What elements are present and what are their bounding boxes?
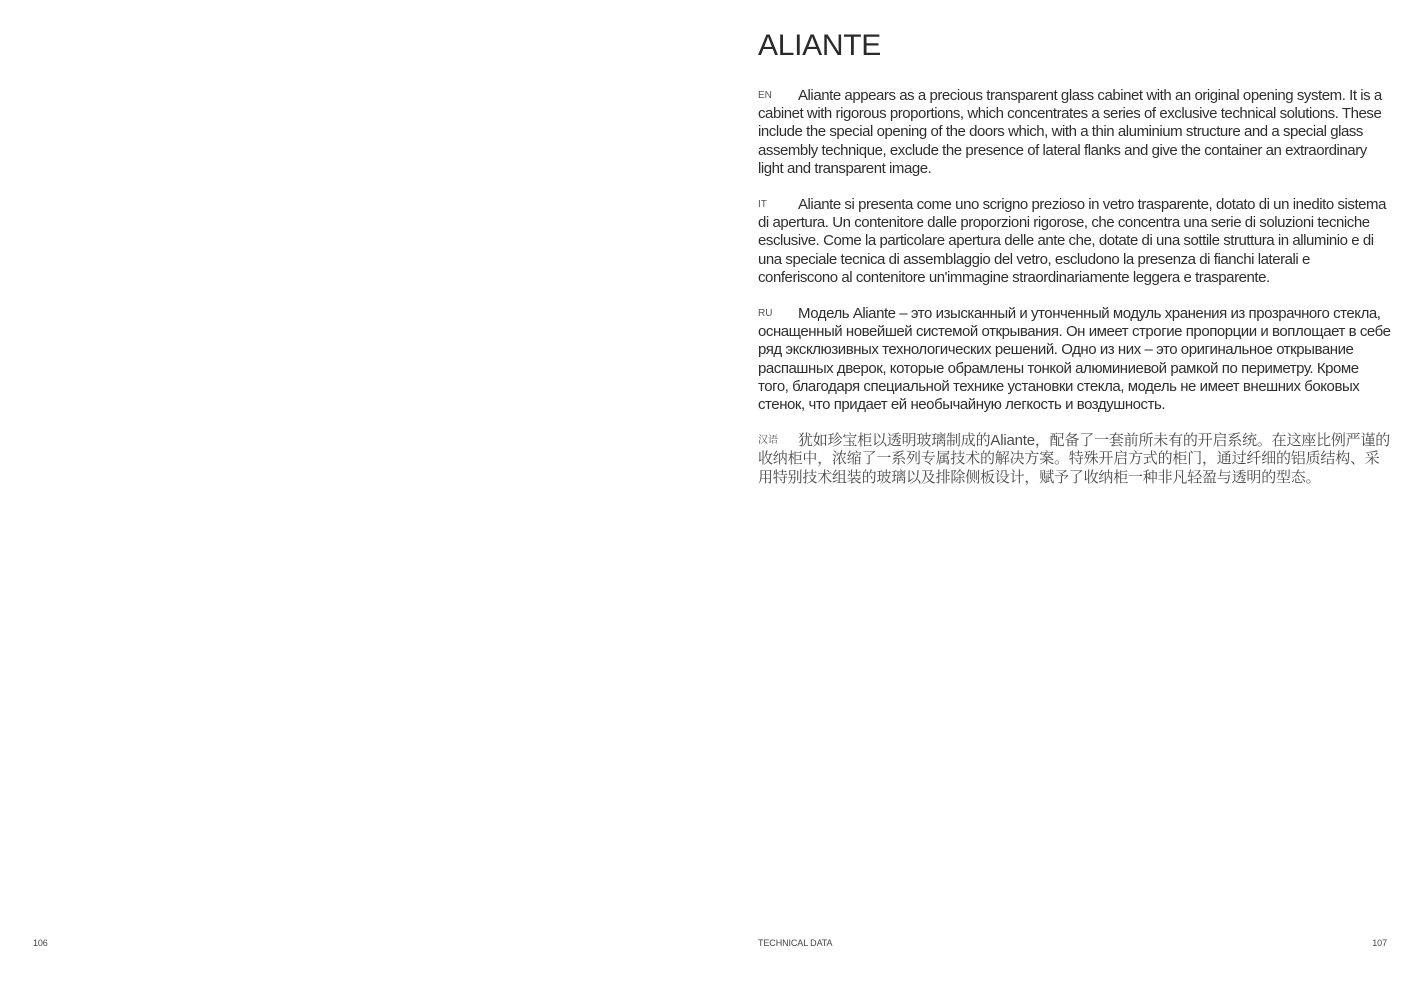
paragraph-text-zh: 犹如珍宝柜以透明玻璃制成的Aliante，配备了一套前所未有的开启系统。在这座比例严谨的收纳柜中，浓缩了一系列专属技术的解决方案。特殊开启方式的柜门，通过纤细的铝质结构、采用特别技术组装的玻璃以及排除侧板设计，赋予了收纳柜一种非凡轻盈与透明的型态。 <box>758 432 1391 486</box>
paragraph-russian <box>758 305 1392 414</box>
right-page <box>710 0 1420 981</box>
paragraph-text-en: Aliante appears as a precious transparent glass cabinet with an original opening system. It is a cabinet with rigorous proportions, which concentrates a series of exclusive technical solutions. These include the special opening of the doors which, with a thin aluminium structure and a special glass assembly technique, exclude the presence of lateral flanks and give the container an extraordinary light and transparent image. <box>758 87 1382 177</box>
section-label: TECHNICAL DATA <box>758 938 833 948</box>
product-title: ALIANTE <box>758 29 881 62</box>
page-number-left: 106 <box>33 938 48 948</box>
page-number-right: 107 <box>1372 938 1387 948</box>
paragraph-text-ru: Модель Aliante – это изысканный и утонченный модуль хранения из прозрачного стекла, оснащенный новейшей системой открывания. Он имеет строгие пропорции и воплощает в себе ряд эксклюзивных технологических решений. Одно из них – это оригинальное открывание распашных дверок, которые обрамлены тонкой алюминиевой рамкой по периметру. Кроме того, благодаря специальной технике установки стекла, модель не имеет внешних боковых стенок, что придает ей необычайную легкость и воздушность. <box>758 305 1391 414</box>
paragraph-italian <box>758 196 1392 287</box>
paragraph-text-it: Aliante si presenta come uno scrigno prezioso in vetro trasparente, dotato di un inedito sistema di apertura. Un contenitore dalle proporzioni rigorose, che concentra una serie di soluzioni tecniche esclusive. Come la particolare apertura delle ante che, dotate di una sottile struttura in alluminio e di una speciale tecnica di assemblaggio del vetro, escludono la presenza di fianchi laterali e conferiscono al contenitore un'immagine straordinariamente leggera e trasparente. <box>758 196 1386 286</box>
language-label-it: IT <box>758 199 767 211</box>
paragraph-english <box>758 87 1392 178</box>
paragraph-chinese <box>758 432 1392 487</box>
language-label-zh: 汉语 <box>758 435 778 447</box>
language-label-ru: RU <box>758 308 773 320</box>
language-label-en: EN <box>758 90 772 101</box>
description-block <box>758 87 1392 505</box>
